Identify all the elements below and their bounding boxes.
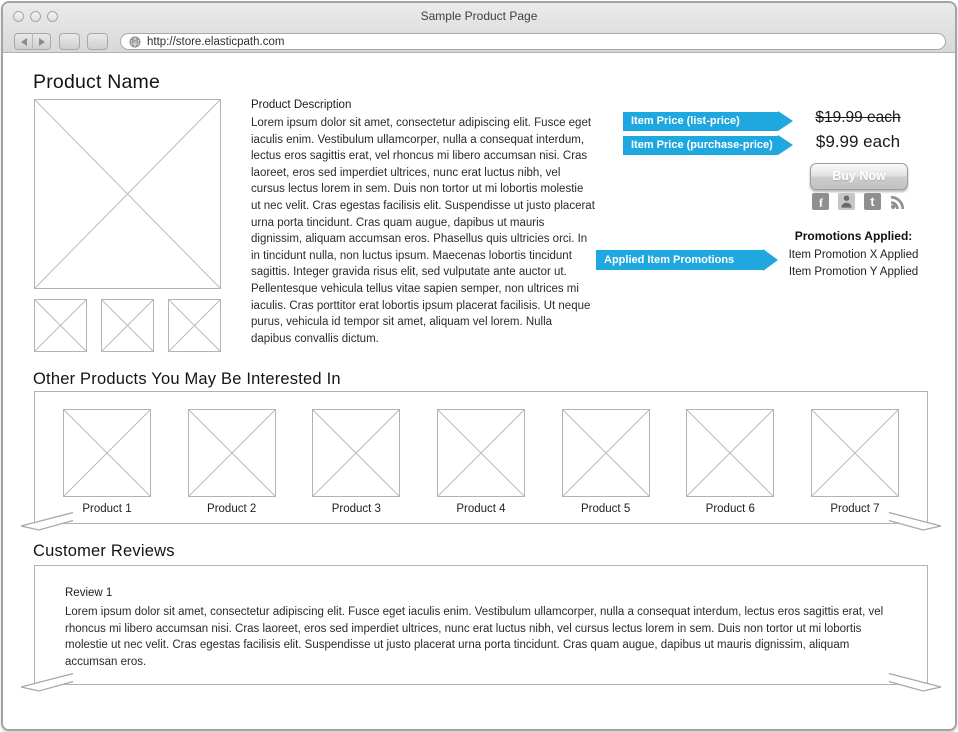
product-description-label: Product Description: [251, 99, 352, 111]
twitter-icon[interactable]: [864, 193, 881, 210]
product-image-placeholder: [437, 409, 525, 497]
back-button[interactable]: [14, 33, 32, 50]
address-bar[interactable]: [120, 33, 946, 50]
buy-now-button[interactable]: Buy Now: [810, 163, 908, 190]
browser-window: [1, 1, 957, 731]
purchase-price-value: $9.99 each: [815, 132, 901, 151]
promotions-applied-block: [761, 229, 946, 281]
svg-text:t: t: [869, 195, 875, 209]
url-text: http://store.elasticpath.com: [147, 35, 285, 48]
promotion-item: Item Promotion X Applied: [788, 249, 919, 261]
facebook-icon[interactable]: [812, 193, 829, 210]
torn-edge-right-icon: [889, 670, 943, 696]
social-share-bar: [793, 193, 925, 210]
thumbnail-image-placeholder[interactable]: [34, 299, 87, 352]
related-product-item[interactable]: [312, 409, 400, 523]
main-product-image-placeholder: [34, 99, 221, 289]
list-price-callout: Item Price (list-price): [623, 112, 778, 131]
related-products-carousel: [34, 391, 928, 524]
torn-edge-left-icon: [19, 509, 73, 535]
product-label: Product 2: [207, 503, 257, 515]
window-title: Sample Product Page: [420, 9, 538, 23]
customer-reviews-heading: Customer Reviews: [33, 542, 175, 560]
promotion-item: Item Promotion Y Applied: [788, 266, 919, 278]
related-product-item[interactable]: [562, 409, 650, 523]
product-image-placeholder: [562, 409, 650, 497]
rss-icon[interactable]: [890, 193, 907, 210]
purchase-price-callout: Item Price (purchase-price): [623, 136, 778, 155]
product-image-placeholder: [312, 409, 400, 497]
applied-promotions-callout: Applied Item Promotions: [596, 250, 763, 270]
product-label: Product 7: [830, 503, 880, 515]
google-icon[interactable]: [838, 193, 855, 210]
related-product-item[interactable]: [811, 409, 899, 523]
back-arrow-icon: [21, 38, 27, 46]
product-label: Product 4: [456, 503, 506, 515]
product-label: Product 5: [581, 503, 631, 515]
related-product-item[interactable]: [686, 409, 774, 523]
product-description-text: Lorem ipsum dolor sit amet, consectetur adipiscing elit. Fusce eget iaculis enim. Vestibulum ullamcorper, nulla a consequat interdum, lectus eros sagittis erat, vel rhoncus mi libero accumsan nisi. Cras laoreet, eros sed imperdiet ultrices, nunc erat luctus nibh, vel cursus lectus lorem in sem. Duis non tortor ut mi lobortis molestie ut nec velit. Cras egestas facilisis elit. Suspendisse ut justo placerat urna porta tincidunt. Cras quam augue, dapibus ut mauris dignissim, aliquam accumsan eros. Phasellus quis ultricies orci. In in tincidunt nulla, non luctus ipsum. Maecenas lobortis tincidunt sagittis. Integer gravida risus elit, sed vulputate ante auctor ut. Pellentesque vehicula tellus vitae sapien semper, non ultrices mi iaculis. Cras porttitor erat lobortis ipsum placerat facilisis. Ut neque purus, vehicula id tempor sit amet, aliquam vel lorem. Nulla dapibus convallis dictum.: [251, 117, 595, 345]
product-label: Product 1: [82, 503, 132, 515]
customer-reviews-panel: [34, 565, 928, 685]
torn-edge-right-icon: [889, 509, 943, 535]
thumbnail-image-placeholder[interactable]: [168, 299, 221, 352]
product-image-placeholder: [188, 409, 276, 497]
forward-button[interactable]: [32, 33, 51, 50]
related-product-item[interactable]: [63, 409, 151, 523]
product-image-placeholder: [811, 409, 899, 497]
torn-edge-left-icon: [19, 670, 73, 696]
promotions-heading: Promotions Applied:: [794, 229, 913, 243]
toolbar-button-1[interactable]: [59, 33, 80, 50]
svg-text:f: f: [818, 195, 823, 210]
buy-now-container: [793, 163, 925, 190]
review-text: Lorem ipsum dolor sit amet, consectetur adipiscing elit. Fusce eget iaculis enim. Vestibulum ullamcorper, nulla a consequat interdum, lectus eros sagittis erat, vel rhoncus mi libero accumsan nisi. Cras laoreet, eros sed imperdiet ultrices, nunc erat luctus nibh, vel cursus lectus lorem in sem. Duis non tortor ut mi lobortis molestie ut nec velit. Cras egestas facilisis elit. Suspendisse ut justo placerat urna porta tincidunt. Cras quam augue, dapibus ut mauris dignissim, aliquam accumsan eros.: [65, 606, 884, 668]
related-product-item[interactable]: [437, 409, 525, 523]
history-nav: [14, 33, 51, 50]
forward-arrow-icon: [39, 38, 45, 46]
review-title: Review 1: [65, 587, 113, 599]
page-content: [3, 54, 955, 729]
list-price-value: $19.99 each: [815, 109, 901, 126]
browser-chrome: [3, 3, 955, 53]
product-image-placeholder: [686, 409, 774, 497]
globe-icon: [129, 36, 141, 48]
product-label: Product 3: [331, 503, 381, 515]
product-image-placeholder: [63, 409, 151, 497]
product-name-heading: Product Name: [33, 71, 161, 93]
product-label: Product 6: [705, 503, 755, 515]
related-products-heading: Other Products You May Be Interested In: [33, 370, 341, 388]
thumbnail-image-placeholder[interactable]: [101, 299, 154, 352]
toolbar-button-2[interactable]: [87, 33, 108, 50]
related-product-item[interactable]: [188, 409, 276, 523]
